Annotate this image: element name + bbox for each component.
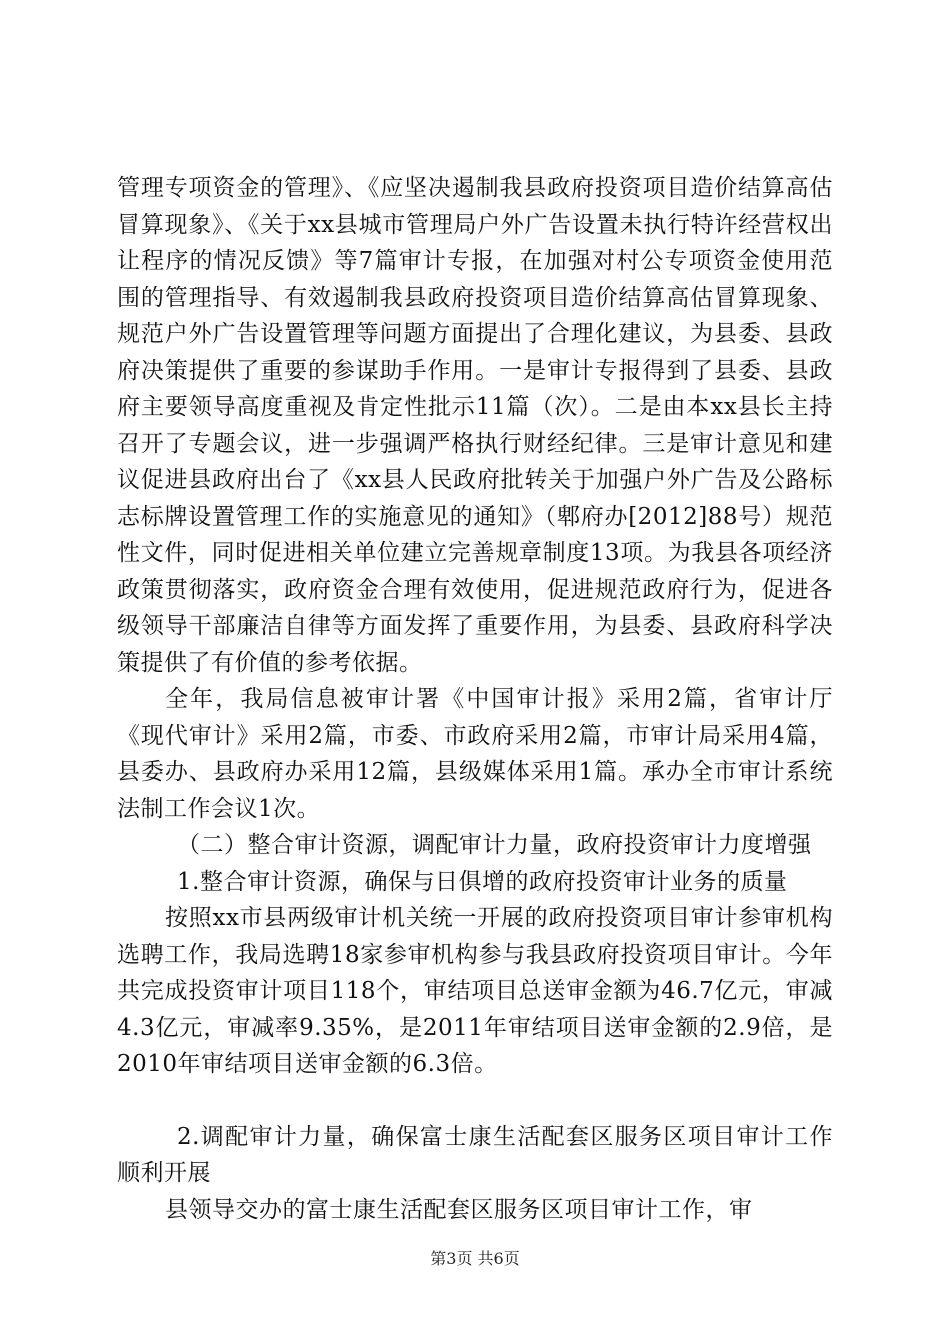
section-heading-2: （二）整合审计资源，调配审计力量，政府投资审计力度增强	[177, 832, 812, 858]
paragraph-investment-audit: 按照xx市县两级审计机关统一开展的政府投资项目审计参审机构选聘工作，我局选聘18家参审机构参与我县政府投资项目审计。今年共完成投资审计项目118个，审结项目总送审金额为46.7亿元，审减4.3亿元，审减率9.35%，是2011年审结项目送审金额的2.9倍，是2010年审结项目送审金额的6.3倍。	[117, 905, 833, 1077]
paragraph-audit-reports: 管理专项资金的管理》、《应坚决遏制我县政府投资项目造价结算高估冒算现象》、《关于xx县城市管理局户外广告设置未执行特许经营权出让程序的情况反馈》等7篇审计专报，在加强对村公专项资金使用范围的管理指导、有效遏制我县政府投资项目造价结算高估冒算现象、规范户外广告设置管理等问题方面提出了合理化建议，为县委、县政府决策提供了重要的参谋助手作用。一是审计专报得到了县委、县政府主要领导高度重视及肯定性批示11篇（次）。二是由本xx县长主持召开了专题会议，进一步强调严格执行财经纪律。三是审计意见和建议促进县政府出台了《xx县人民政府批转关于加强户外广告及公路标志标牌设置管理工作的实施意见的通知》（郫府办[2012]88号）规范性文件，同时促进相关单位建立完善规章制度13项。为我县各项经济政策贯彻落实，政府资金合理有效使用，促进规范政府行为，促进各级领导干部廉洁自律等方面发挥了重要作用，为县委、县政府科学决策提供了有价值的参考依据。	[117, 175, 833, 676]
subheading-2: 2.调配审计力量，确保富士康生活配套区服务区项目审计工作顺利开展	[117, 1123, 833, 1186]
paragraph-information-adoption: 全年，我局信息被审计署《中国审计报》采用2篇，省审计厅《现代审计》采用2篇，市委、市政府采用2篇，市审计局采用4篇，县委办、县政府办采用12篇，县级媒体采用1篇。承办全市审计系统法制工作会议1次。	[117, 686, 833, 822]
page-number-footer: 第3页 共6页	[430, 1249, 520, 1268]
blank-line	[117, 1083, 833, 1119]
document-body	[117, 170, 833, 1228]
subheading-1: 1.整合审计资源，确保与日俱增的政府投资审计业务的质量	[177, 868, 788, 895]
paragraph-foxconn-audit: 县领导交办的富士康生活配套区服务区项目审计工作，审	[165, 1196, 753, 1223]
